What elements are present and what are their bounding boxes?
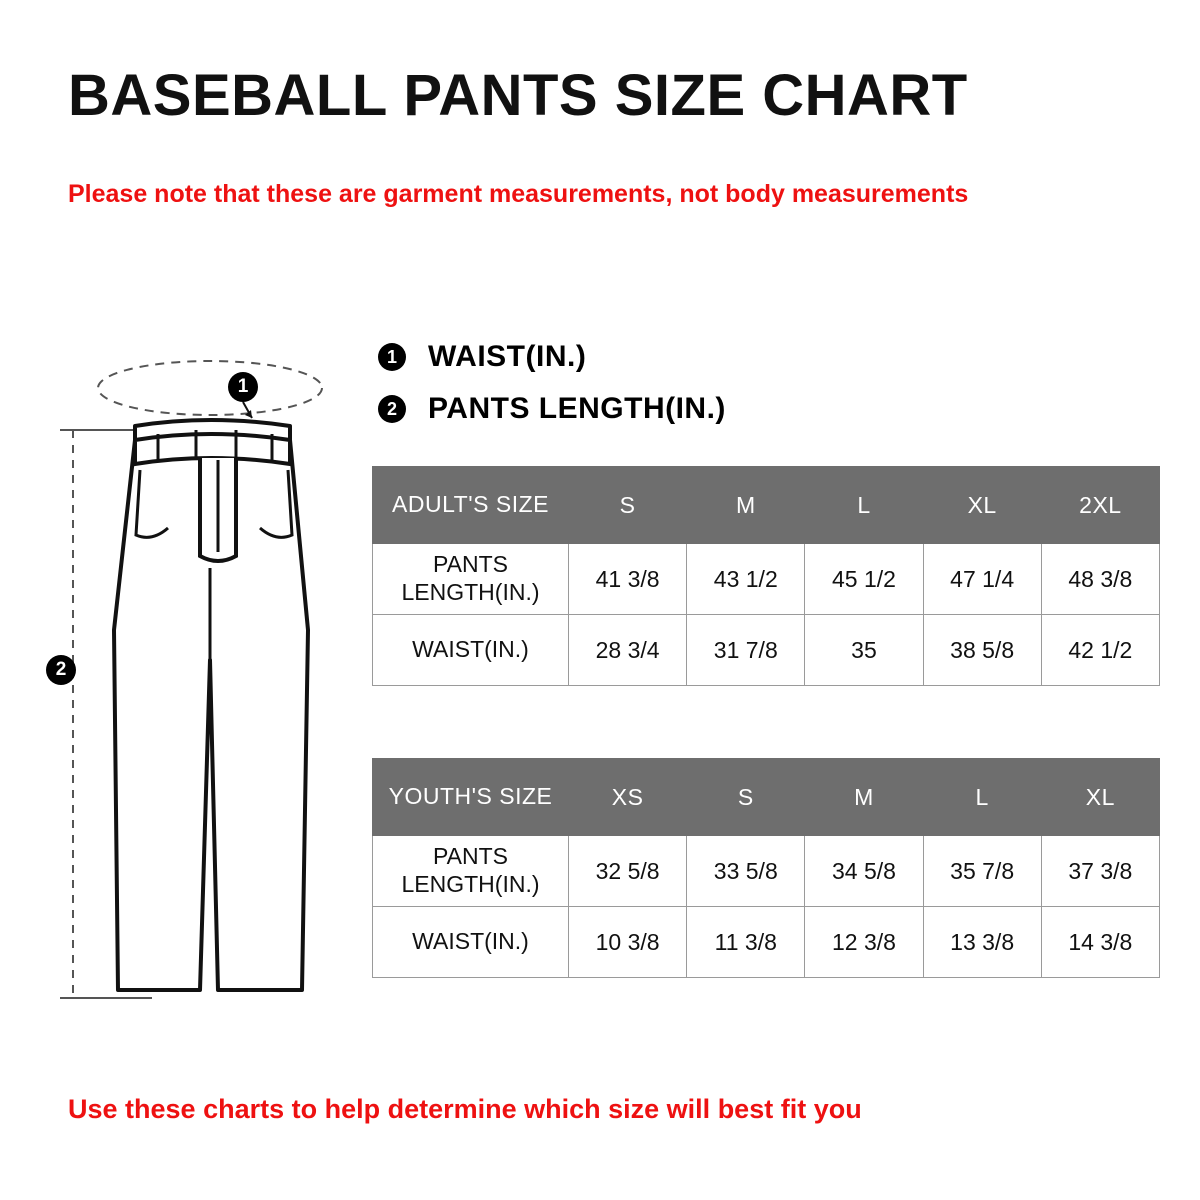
youth-length-xs: 32 5/8 [569,836,687,907]
adult-waist-l: 35 [805,615,923,686]
adult-row-label-length: PANTS LENGTH(IN.) [373,544,569,615]
table-row [373,836,1160,907]
diagram-marker-waist: 1 [228,372,258,402]
measurement-note: Please note that these are garment measurements, not body measurements [68,180,969,208]
adult-row-label-waist: WAIST(IN.) [373,615,569,686]
adult-table-header-row [373,467,1160,544]
adult-col-s: S [569,467,687,544]
adult-length-s: 41 3/8 [569,544,687,615]
youth-length-s: 33 5/8 [687,836,805,907]
legend-item-waist [378,334,726,380]
page-title: BASEBALL PANTS SIZE CHART [68,63,968,128]
adult-col-m: M [687,467,805,544]
adult-col-2xl: 2XL [1041,467,1159,544]
youth-row-label-length: PANTS LENGTH(IN.) [373,836,569,907]
adult-waist-s: 28 3/4 [569,615,687,686]
youth-waist-xl: 14 3/8 [1041,907,1159,978]
legend-label-waist: WAIST(IN.) [428,340,587,373]
youth-length-l: 35 7/8 [923,836,1041,907]
youth-waist-s: 11 3/8 [687,907,805,978]
adult-corner-label: ADULT'S SIZE [373,467,569,544]
table-row [373,907,1160,978]
table-row [373,615,1160,686]
youth-waist-xs: 10 3/8 [569,907,687,978]
adult-waist-xl: 38 5/8 [923,615,1041,686]
adult-col-xl: XL [923,467,1041,544]
youth-col-xl: XL [1041,759,1159,836]
table-row [373,544,1160,615]
youth-col-xs: XS [569,759,687,836]
youth-row-label-waist: WAIST(IN.) [373,907,569,978]
youth-waist-m: 12 3/8 [805,907,923,978]
adult-waist-m: 31 7/8 [687,615,805,686]
adult-size-table [372,466,1160,686]
diagram-marker-length: 2 [46,655,76,685]
adult-length-xl: 47 1/4 [923,544,1041,615]
youth-col-l: L [923,759,1041,836]
adult-col-l: L [805,467,923,544]
footer-note: Use these charts to help determine which size will best fit you [68,1094,862,1124]
youth-table-header-row [373,759,1160,836]
youth-corner-label: YOUTH'S SIZE [373,759,569,836]
measurement-legend [378,334,726,438]
pants-diagram [40,330,380,1020]
adult-length-m: 43 1/2 [687,544,805,615]
adult-waist-2xl: 42 1/2 [1041,615,1159,686]
legend-label-length: PANTS LENGTH(IN.) [428,392,726,425]
youth-col-s: S [687,759,805,836]
youth-size-table [372,758,1160,978]
pants-illustration-svg [40,330,380,1020]
youth-length-m: 34 5/8 [805,836,923,907]
youth-col-m: M [805,759,923,836]
adult-length-2xl: 48 3/8 [1041,544,1159,615]
marker-one-icon: 1 [378,343,406,371]
youth-length-xl: 37 3/8 [1041,836,1159,907]
adult-length-l: 45 1/2 [805,544,923,615]
marker-two-icon: 2 [378,395,406,423]
legend-item-length [378,386,726,432]
youth-waist-l: 13 3/8 [923,907,1041,978]
